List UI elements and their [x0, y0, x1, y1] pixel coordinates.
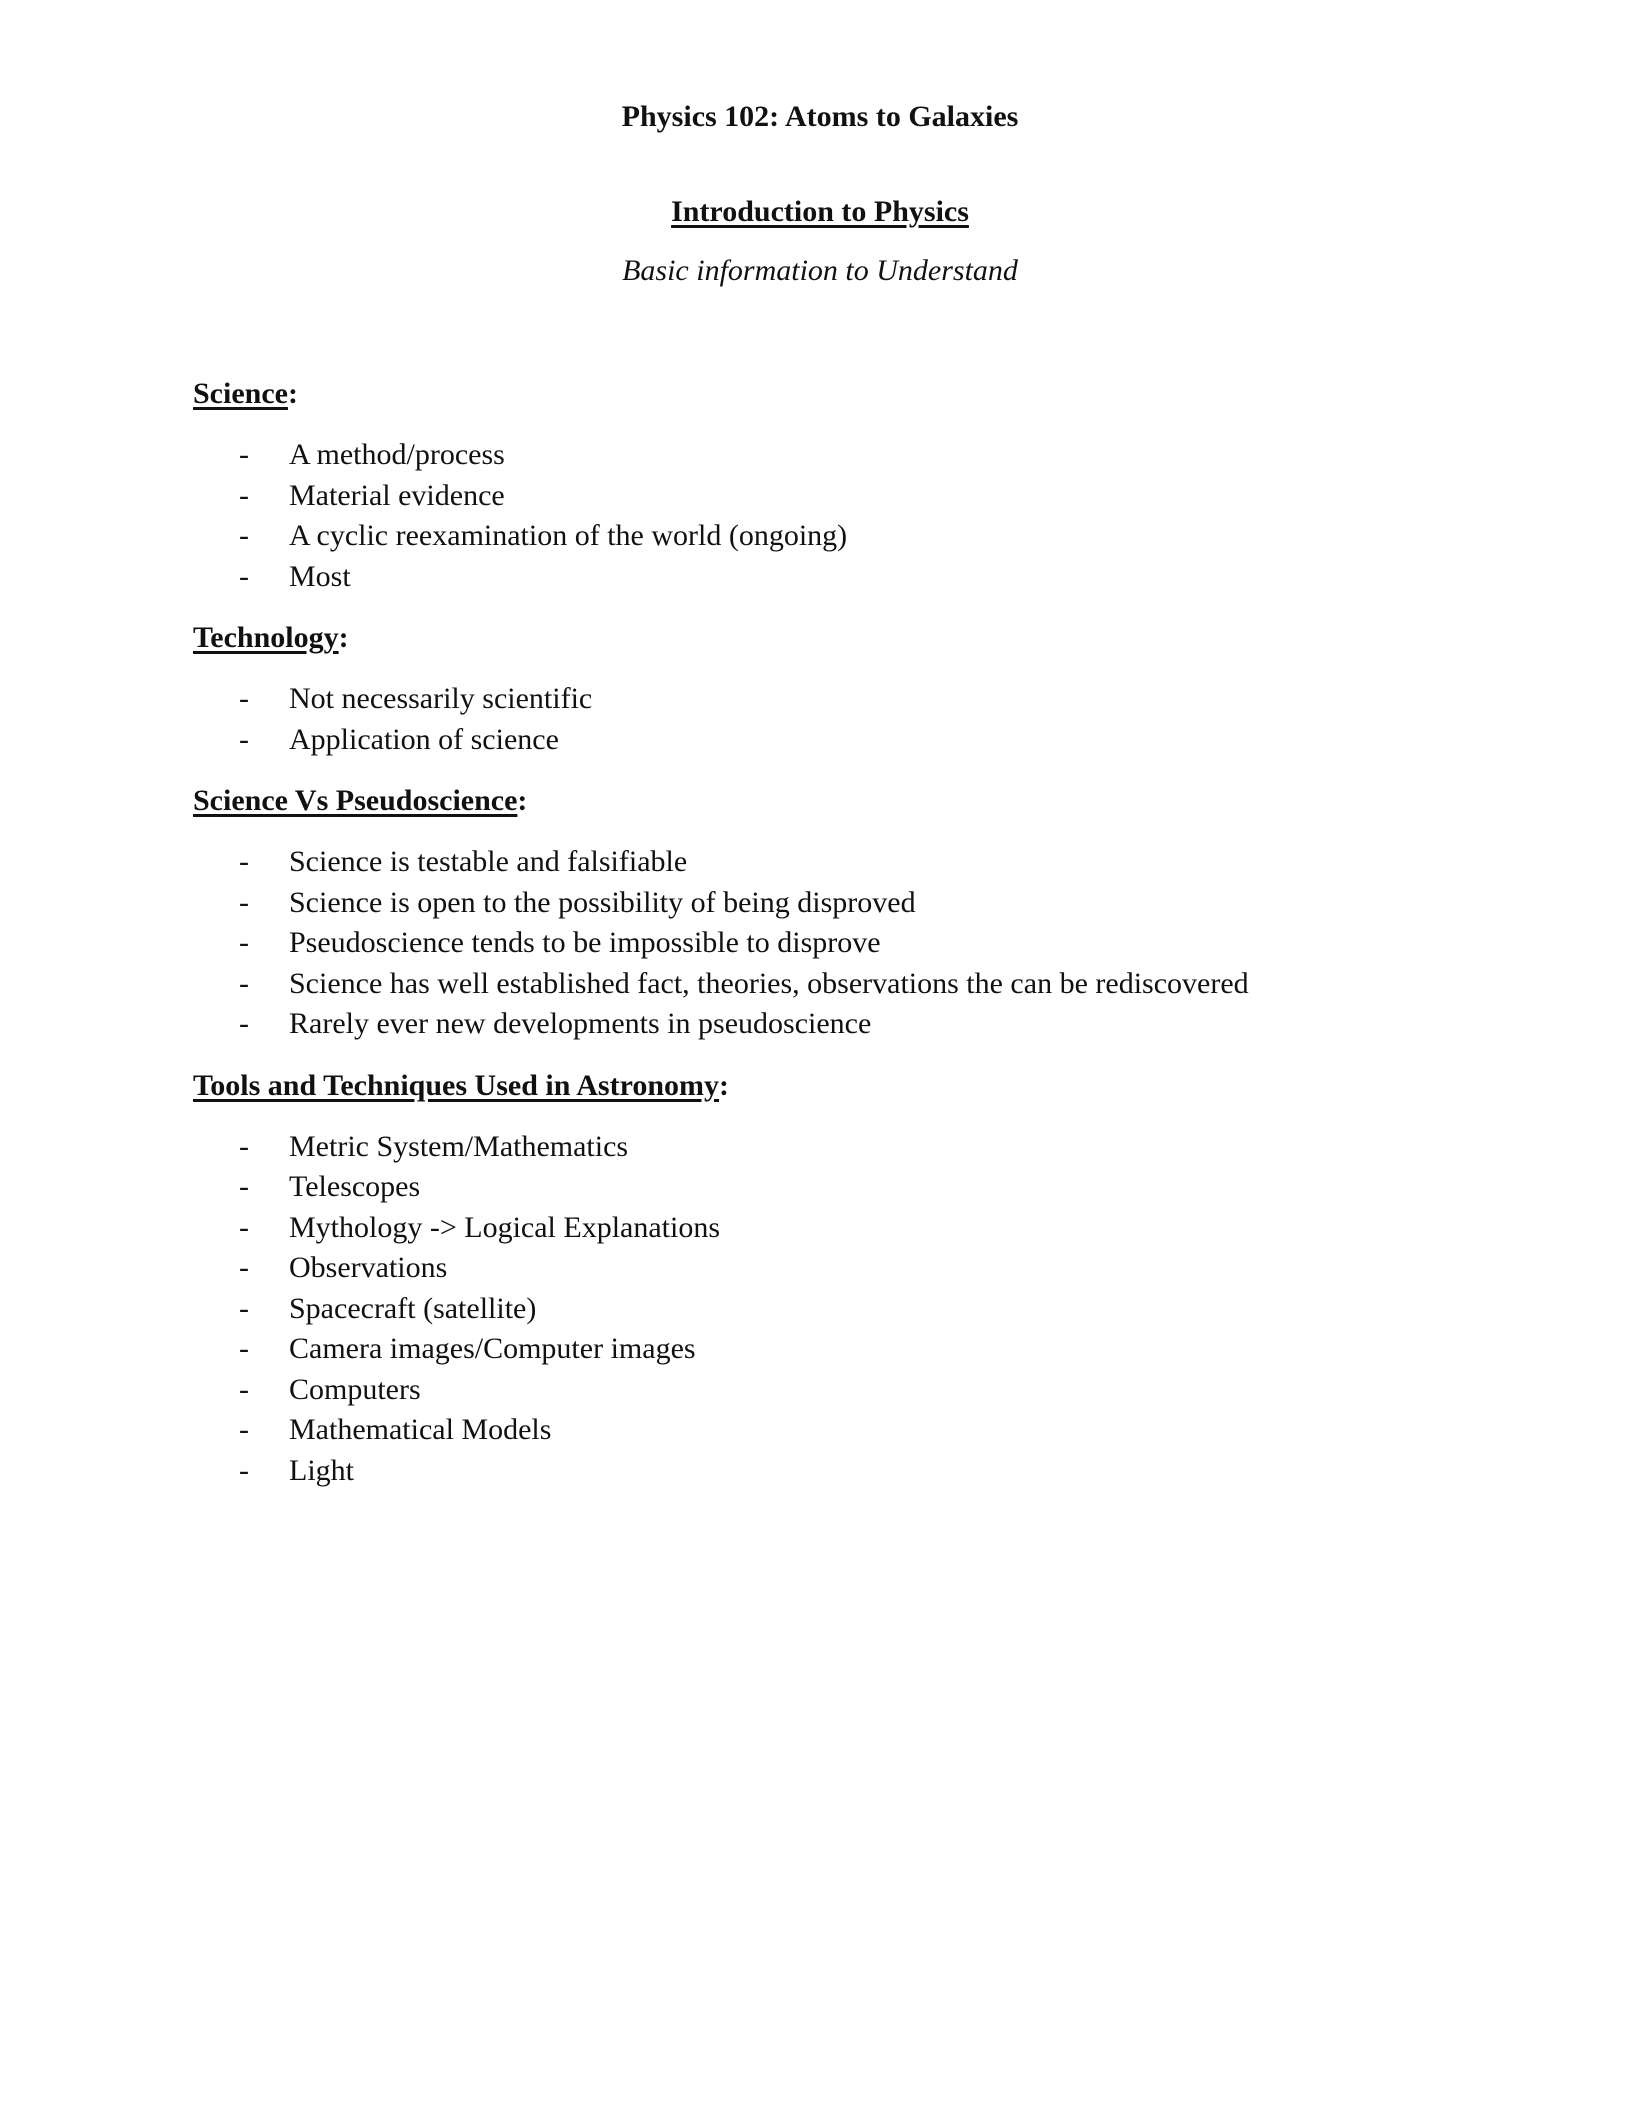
bullet-dash: -	[239, 682, 249, 715]
list-item	[193, 923, 1493, 964]
list-item-text: Science is open to the possibility of being disproved	[289, 885, 916, 919]
section-heading-colon: :	[719, 1068, 730, 1102]
list-item	[193, 720, 1493, 761]
bullet-dash: -	[239, 1372, 249, 1406]
list-item	[193, 435, 1493, 476]
section-heading-colon: :	[338, 621, 349, 654]
list-item-text: A method/process	[289, 438, 505, 471]
list-item	[193, 1289, 1493, 1330]
list-item	[193, 557, 1493, 598]
section-heading-text: Science Vs Pseudoscience	[193, 784, 518, 817]
bullet-dash: -	[239, 966, 249, 1000]
section-heading	[193, 782, 1493, 820]
document-subtitle	[0, 193, 1640, 231]
bullet-dash: -	[239, 1129, 249, 1163]
document-body	[193, 375, 1493, 1513]
bullet-dash: -	[239, 519, 249, 552]
bullet-dash: -	[239, 722, 249, 756]
list-item-text: Spacecraft (satellite)	[289, 1291, 537, 1325]
section-heading	[193, 1067, 1493, 1105]
list-item-text: Rarely ever new developments in pseudoscience	[289, 1007, 872, 1040]
list-item-text: Metric System/Mathematics	[289, 1129, 629, 1163]
list-item	[193, 883, 1493, 924]
bullet-dash: -	[239, 845, 249, 878]
section-heading-colon: :	[517, 784, 528, 817]
list-item-text: Observations	[289, 1251, 448, 1284]
list-item-text: Most	[289, 559, 351, 593]
bullet-dash: -	[239, 1251, 249, 1284]
list-item-text: Telescopes	[289, 1170, 421, 1203]
section-heading	[193, 619, 1493, 657]
bullet-dash: -	[239, 1210, 249, 1244]
list-item-text: Light	[289, 1453, 354, 1487]
list-item-text: Application of science	[289, 722, 559, 756]
list-item-text: Computers	[289, 1372, 421, 1406]
bullet-dash: -	[239, 559, 249, 593]
list-item-text: Not necessarily scientific	[289, 682, 593, 715]
bullet-dash: -	[239, 438, 249, 471]
section-science-vs-pseudoscience	[193, 782, 1493, 1045]
list-item	[193, 1410, 1493, 1451]
list-item-text: Material evidence	[289, 478, 505, 512]
section-heading-colon: :	[287, 377, 298, 410]
bullet-dash: -	[239, 1413, 249, 1446]
list-item	[193, 1004, 1493, 1045]
section-heading	[193, 375, 1493, 413]
section-heading-text: Science	[193, 377, 288, 410]
list-item	[193, 1127, 1493, 1168]
document-tagline: Basic information to Understand	[622, 254, 1018, 287]
list-item	[193, 842, 1493, 883]
list-item-text: Science is testable and falsifiable	[289, 845, 688, 878]
bullet-dash: -	[239, 478, 249, 512]
section-heading-text: Technology	[193, 621, 339, 654]
document-subtitle-text: Introduction to Physics	[671, 195, 969, 228]
list-item	[193, 1370, 1493, 1411]
list-item	[193, 679, 1493, 720]
list-item-text: Camera images/Computer images	[289, 1332, 696, 1365]
list-item-text: Pseudoscience tends to be impossible to disprove	[289, 926, 881, 959]
list-item	[193, 476, 1493, 517]
bullet-dash: -	[239, 1007, 249, 1040]
section-technology	[193, 619, 1493, 760]
section-science	[193, 375, 1493, 597]
list-item	[193, 1329, 1493, 1370]
list-item	[193, 1208, 1493, 1249]
bullet-dash: -	[239, 1291, 249, 1325]
section-heading-text: Tools and Techniques Used in Astronomy	[193, 1068, 720, 1102]
bullet-dash: -	[239, 926, 249, 959]
list-item	[193, 964, 1493, 1005]
list-item	[193, 516, 1493, 557]
list-item	[193, 1248, 1493, 1289]
bullet-list	[193, 679, 1493, 760]
list-item	[193, 1167, 1493, 1208]
bullet-list	[193, 1127, 1493, 1492]
bullet-list	[193, 842, 1493, 1045]
bullet-dash: -	[239, 1170, 249, 1203]
list-item-text: Mythology -> Logical Explanations	[289, 1210, 721, 1244]
list-item-text: Science has well established fact, theories, observations the can be rediscovered	[289, 966, 1249, 1000]
bullet-dash: -	[239, 1453, 249, 1487]
list-item-text: A cyclic reexamination of the world (ongoing)	[289, 519, 848, 552]
bullet-dash: -	[239, 885, 249, 919]
section-tools-and-techniques	[193, 1067, 1493, 1492]
bullet-dash: -	[239, 1332, 249, 1365]
bullet-list	[193, 435, 1493, 597]
list-item-text: Mathematical Models	[289, 1413, 552, 1446]
document-title: Physics 102: Atoms to Galaxies	[621, 100, 1019, 133]
list-item	[193, 1451, 1493, 1492]
